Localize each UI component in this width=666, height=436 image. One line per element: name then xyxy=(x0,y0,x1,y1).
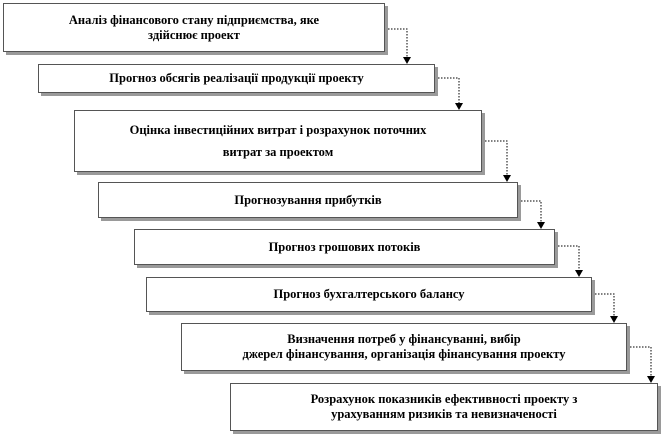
step-3-line-1: Оцінка інвестиційних витрат і розрахунок поточних xyxy=(129,123,427,137)
step-3-line-2: витрат за проектом xyxy=(222,145,334,159)
connector-4 xyxy=(518,201,545,229)
connector-6 xyxy=(592,294,618,323)
step-1-box xyxy=(3,3,385,52)
step-5-line-1: Прогноз грошових потоків xyxy=(268,239,421,254)
arrow-down-icon xyxy=(647,376,655,383)
arrow-down-icon xyxy=(403,57,411,64)
connector-1 xyxy=(385,29,411,64)
connector-3 xyxy=(482,141,511,182)
step-8-line-2: урахуванням ризиків та невизначеності xyxy=(331,407,557,421)
step-4-box xyxy=(98,182,518,218)
step-8-line-1: Розрахунок показників ефективності проекту з xyxy=(310,392,578,406)
step-6-line-1: Прогноз бухгалтерського балансу xyxy=(273,287,465,301)
step-1-line-1: Аналіз фінансового стану підприємства, яке xyxy=(68,12,320,27)
step-7-line-2: джерел фінансування, організація фінансування проекту xyxy=(242,347,566,361)
step-1-line-2: здійснює проект xyxy=(148,27,240,42)
step-2-line-1: Прогноз обсягів реалізації продукції проекту xyxy=(109,71,364,85)
arrow-down-icon xyxy=(503,175,511,182)
arrow-down-icon xyxy=(610,316,618,323)
connector-5 xyxy=(555,246,583,277)
step-8-box xyxy=(230,383,658,431)
arrow-down-icon xyxy=(455,103,463,110)
step-7-line-1: Визначення потреб у фінансуванні, вибір xyxy=(287,332,521,346)
step-4-line-1: Прогнозування прибутків xyxy=(234,192,382,207)
step-6-box xyxy=(146,277,592,312)
connector-2 xyxy=(435,78,463,110)
arrow-down-icon xyxy=(575,270,583,277)
connector-7 xyxy=(627,347,655,383)
step-3-box xyxy=(74,110,482,172)
arrow-down-icon xyxy=(537,222,545,229)
step-7-box xyxy=(181,323,627,371)
step-5-box xyxy=(134,229,555,265)
step-2-box xyxy=(38,64,435,93)
